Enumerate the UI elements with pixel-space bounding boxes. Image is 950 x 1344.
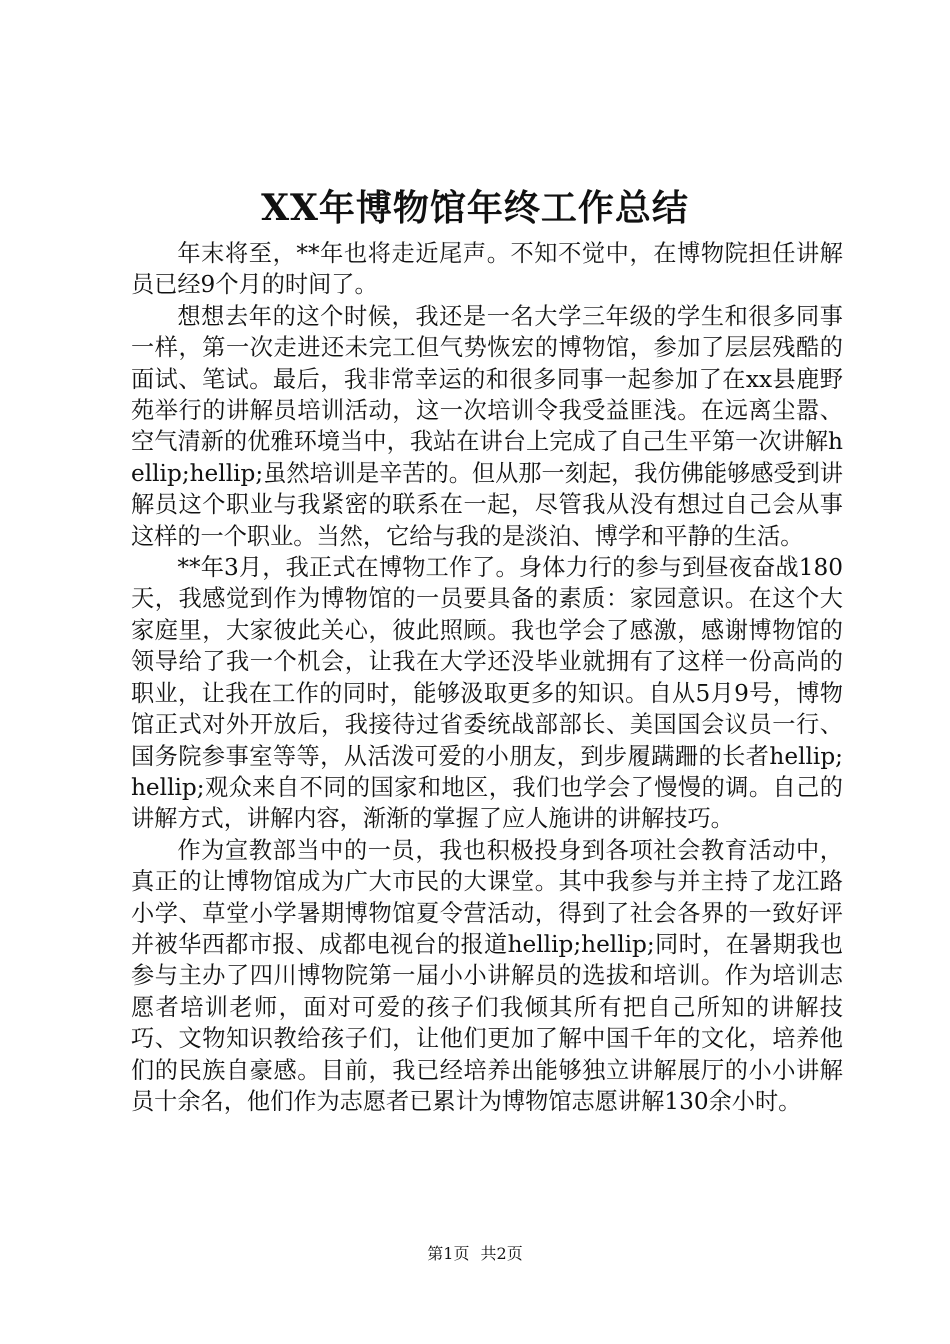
- page-total: 共2页: [480, 1244, 523, 1263]
- page-footer: [0, 1242, 950, 1266]
- document-title: XX年博物馆年终工作总结: [261, 187, 689, 229]
- paragraph-2: 想想去年的这个时候，我还是一名大学三年级的学生和很多同事一样，第一次走进还未完工但气势恢宏的博物馆，参加了层层残酷的面试、笔试。最后，我非常幸运的和很多同事一起参加了在xx县鹿野苑举行的讲解员培训活动，这一次培训令我受益匪浅。在远离尘嚣、空气清新的优雅环境当中，我站在讲台上完成了自己生平第一次讲解hellip;hellip;虽然培训是辛苦的。但从那一刻起，我仿佛能够感受到讲解员这个职业与我紧密的联系在一起，尽管我从没有想过自己会从事这样的一个职业。当然，它给与我的是淡泊、博学和平静的生活。: [131, 302, 843, 550]
- paragraph-1: 年末将至，**年也将走近尾声。不知不觉中，在博物院担任讲解员已经9个月的时间了。: [131, 240, 843, 299]
- paragraph-3: **年3月，我正式在博物工作了。身体力行的参与到昼夜奋战180天，我感觉到作为博物馆的一员要具备的素质：家园意识。在这个大家庭里，大家彼此关心，彼此照顾。我也学会了感激，感谢博物馆的领导给了我一个机会，让我在大学还没毕业就拥有了这样一份高尚的职业，让我在工作的同时，能够汲取更多的知识。自从5月9号，博物馆正式对外开放后，我接待过省委统战部部长、美国国会议员一行、国务院参事室等等，从活泼可爱的小朋友，到步履蹒跚的长者hellip;hellip;观众来自不同的国家和地区，我们也学会了慢慢的调。自己的讲解方式，讲解内容，渐渐的掌握了应人施讲的讲解技巧。: [131, 554, 843, 833]
- paragraph-4: 作为宣教部当中的一员，我也积极投身到各项社会教育活动中，真正的让博物馆成为广大市民的大课堂。其中我参与并主持了龙江路小学、草堂小学暑期博物馆夏令营活动，得到了社会各界的一致好评并被华西都市报、成都电视台的报道hellip;hellip;同时，在暑期我也参与主办了四川博物院第一届小小讲解员的选拔和培训。作为培训志愿者培训老师，面对可爱的孩子们我倾其所有把自己所知的讲解技巧、文物知识教给孩子们，让他们更加了解中国千年的文化，培养他们的民族自豪感。目前，我已经培养出能够独立讲解展厅的小小讲解员十余名，他们作为志愿者已累计为博物馆志愿讲解130余小时。: [131, 836, 843, 1115]
- page-number: 第1页: [427, 1244, 470, 1263]
- document-body: [131, 238, 843, 1117]
